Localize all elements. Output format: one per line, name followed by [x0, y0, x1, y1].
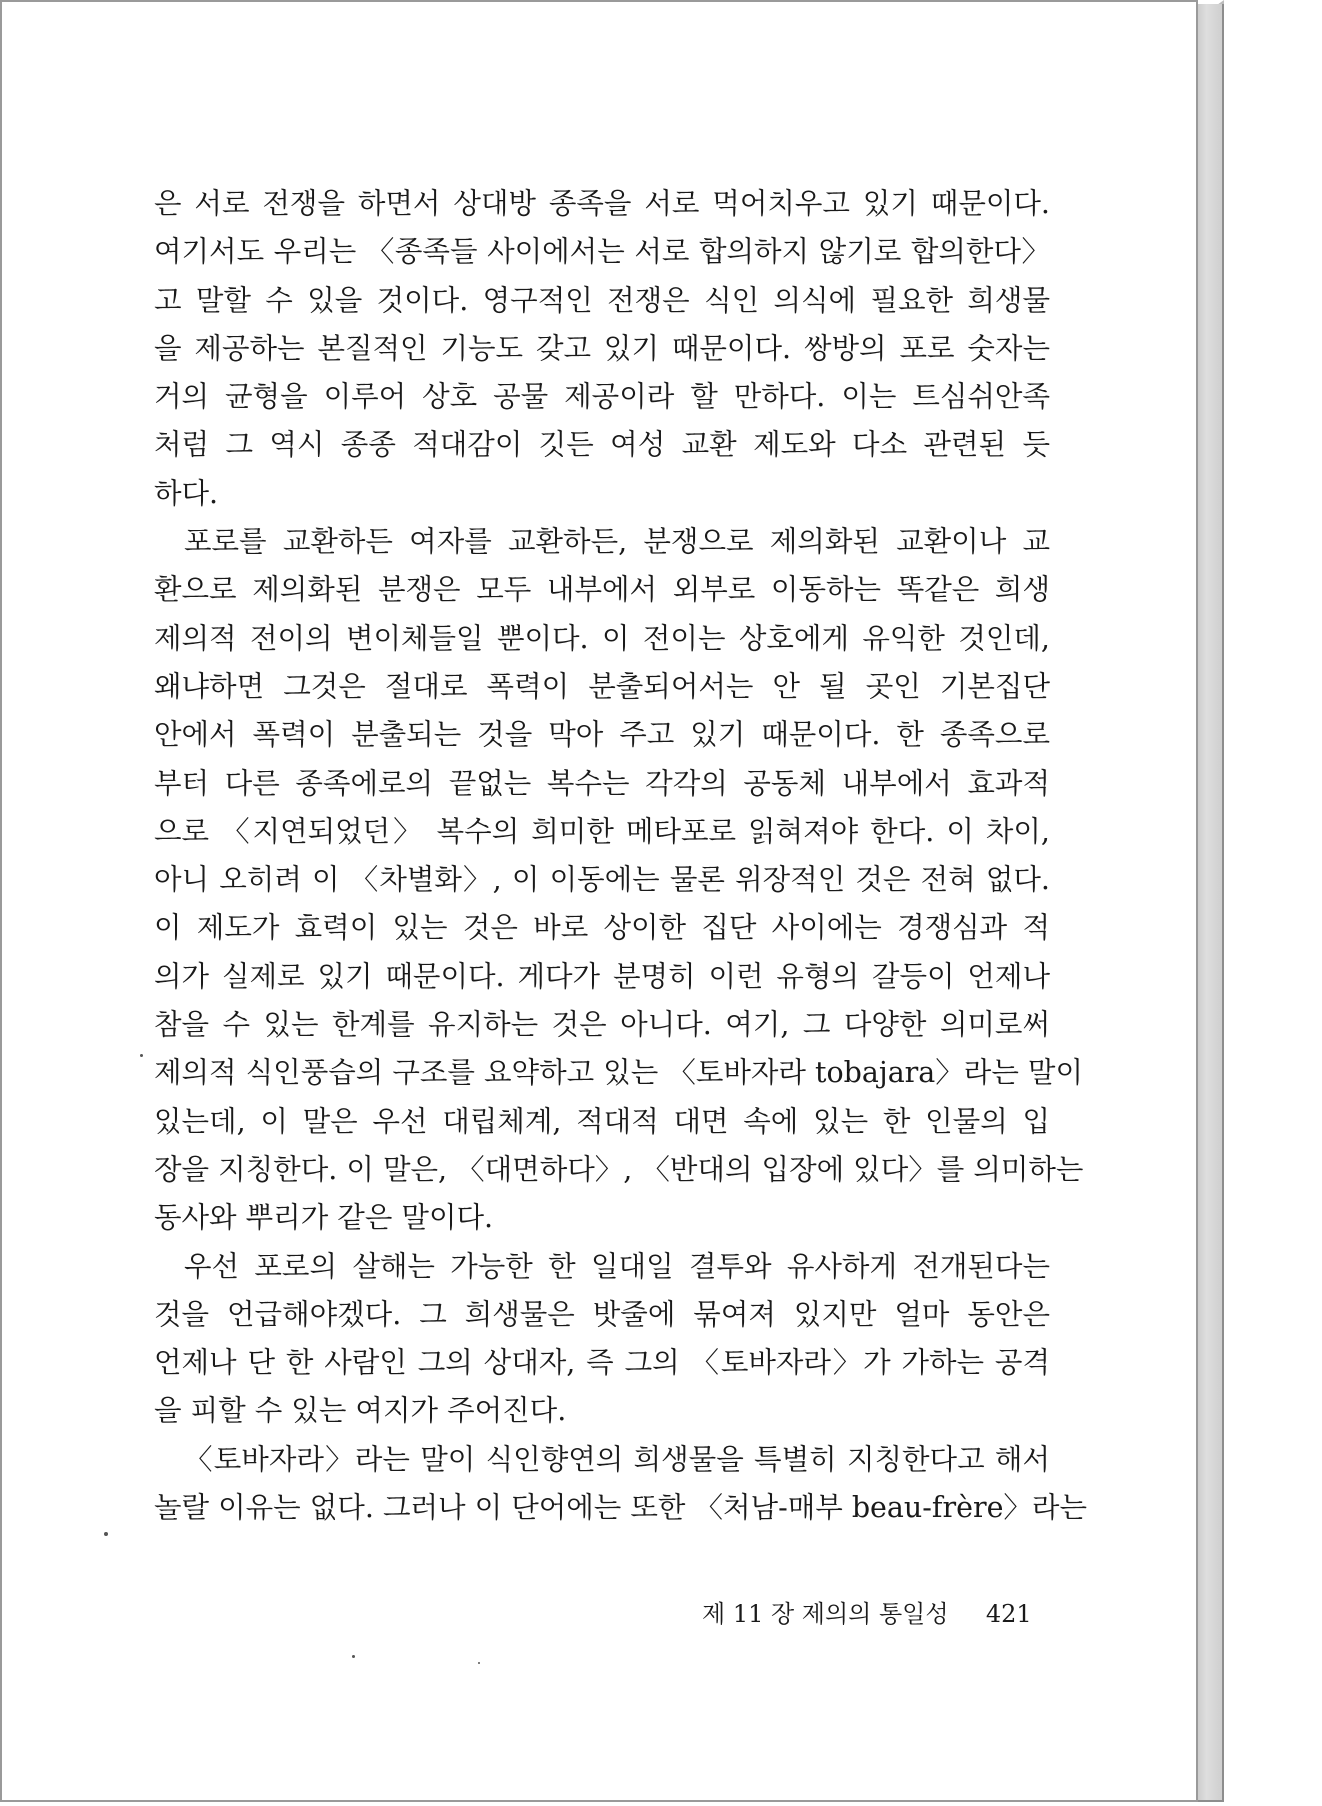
text-line: 우선 포로의 살해는 가능한 한 일대일 결투와 유사하게 전개된다는	[184, 1249, 1050, 1283]
text-line: 언제나 단 한 사람인 그의 상대자, 즉 그의 〈토바자라〉가 가하는 공격	[154, 1346, 1050, 1380]
page-stack-edge	[1196, 4, 1224, 1802]
running-footer-chapter: 제 11 장 제의의 통일성	[702, 1600, 949, 1628]
text-line: 은 서로 전쟁을 하면서 상대방 종족을 서로 먹어치우고 있기 때문이다.	[154, 187, 1050, 220]
text-line: 으로 〈지연되었던〉 복수의 희미한 메타포로 읽혀져야 한다. 이 차이,	[154, 814, 1050, 848]
text-line: 을 피할 수 있는 여지가 주어진다.	[154, 1394, 567, 1428]
text-line: 장을 지칭한다. 이 말은, 〈대면하다〉, 〈반대의 입장에 있다〉를 의미하는	[154, 1152, 1084, 1186]
text-line: 것을 언급해야겠다. 그 희생물은 밧줄에 묶여져 있지만 얼마 동안은	[154, 1297, 1050, 1331]
page-number: 421	[985, 1600, 1032, 1628]
text-line: 이 제도가 효력이 있는 것은 바로 상이한 집단 사이에는 경쟁심과 적	[154, 911, 1050, 945]
scan-speck	[352, 1655, 355, 1658]
text-line: 놀랄 이유는 없다. 그러나 이 단어에는 또한 〈처남-매부 beau-frère〉라는	[154, 1491, 1087, 1525]
text-line: 의가 실제로 있기 때문이다. 게다가 분명히 이런 유형의 갈등이 언제나	[154, 959, 1050, 993]
text-line: 제의적 전이의 변이체들일 뿐이다. 이 전이는 상호에게 유익한 것인데,	[154, 621, 1050, 655]
body-text	[154, 180, 1087, 1532]
text-line: 아니 오히려 이 〈차별화〉, 이 이동에는 물론 위장적인 것은 전혀 없다.	[154, 863, 1050, 897]
text-line: 있는데, 이 말은 우선 대립체계, 적대적 대면 속에 있는 한 인물의 입	[154, 1104, 1050, 1138]
scan-speck	[140, 1054, 143, 1057]
scan-speck	[478, 1662, 480, 1664]
text-line: 포로를 교환하든 여자를 교환하든, 분쟁으로 제의화된 교환이나 교	[184, 525, 1050, 559]
scan-speck	[104, 1532, 108, 1536]
text-line: 참을 수 있는 한계를 유지하는 것은 아니다. 여기, 그 다양한 의미로써	[154, 1008, 1050, 1042]
text-line: 부터 다른 종족에로의 끝없는 복수는 각각의 공동체 내부에서 효과적	[154, 766, 1050, 800]
text-line: 환으로 제의화된 분쟁은 모두 내부에서 외부로 이동하는 똑같은 희생	[154, 573, 1050, 607]
text-line: 여기서도 우리는 〈종족들 사이에서는 서로 합의하지 않기로 합의한다〉	[154, 235, 1050, 269]
text-line: 안에서 폭력이 분출되는 것을 막아 주고 있기 때문이다. 한 종족으로	[154, 718, 1050, 752]
text-line: 제의적 식인풍습의 구조를 요약하고 있는 〈토바자라 tobajara〉라는 말이	[154, 1056, 1083, 1090]
text-line: 왜냐하면 그것은 절대로 폭력이 분출되어서는 안 될 곳인 기본집단	[154, 669, 1050, 703]
text-line: 을 제공하는 본질적인 기능도 갖고 있기 때문이다. 쌍방의 포로 숫자는	[154, 331, 1050, 365]
text-line: 하다.	[154, 476, 219, 510]
text-line: 동사와 뿌리가 같은 말이다.	[154, 1201, 494, 1235]
text-line: 거의 균형을 이루어 상호 공물 제공이라 할 만하다. 이는 트심쉬안족	[154, 380, 1050, 414]
text-line: 처럼 그 역시 종종 적대감이 깃든 여성 교환 제도와 다소 관련된 듯	[154, 428, 1050, 462]
text-line: 고 말할 수 있을 것이다. 영구적인 전쟁은 식인 의식에 필요한 희생물	[154, 283, 1050, 317]
text-line: 〈토바자라〉라는 말이 식인향연의 희생물을 특별히 지칭한다고 해서	[184, 1442, 1050, 1476]
page-footer	[702, 1594, 1032, 1629]
